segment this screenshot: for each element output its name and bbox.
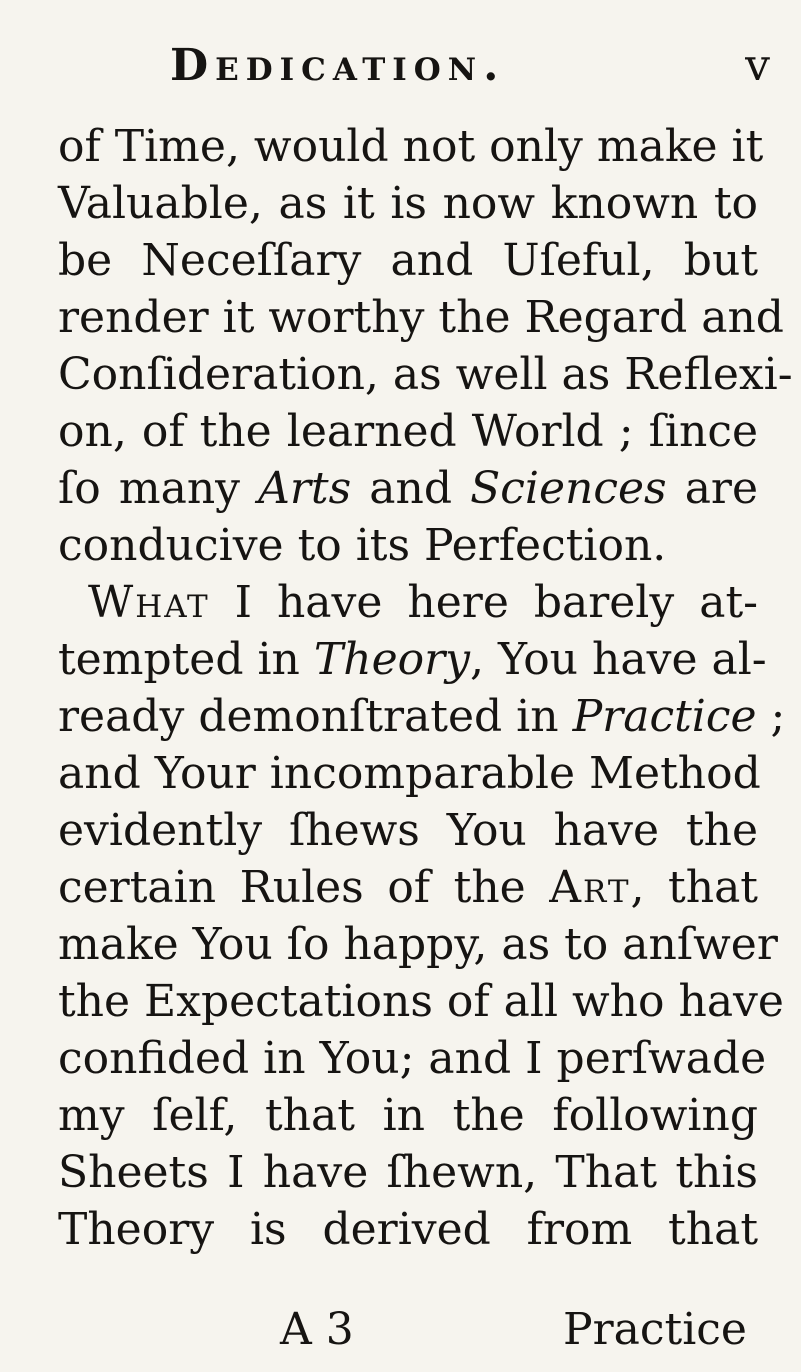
- text-run: and: [351, 463, 471, 514]
- text-run: my ſelf, that in the following: [58, 1090, 758, 1141]
- text-line: [58, 802, 758, 859]
- text-run: I have here barely at-: [209, 577, 758, 628]
- dedication-text: [58, 118, 793, 1258]
- text-line: [58, 688, 786, 745]
- text-run: tempted in: [58, 634, 314, 685]
- italic-term: Arts: [258, 463, 352, 514]
- text-run: ;: [756, 691, 786, 742]
- text-line: [58, 745, 761, 802]
- text-line: [58, 289, 784, 346]
- catchword: Practice: [563, 1304, 747, 1355]
- page-header: [170, 40, 770, 100]
- text-line: [58, 403, 758, 460]
- text-line: [58, 118, 764, 175]
- text-line: [58, 517, 758, 574]
- text-line: [58, 1087, 758, 1144]
- text-run: render it worthy the Regard and: [58, 292, 784, 343]
- text-run: ready demonſtrated in: [58, 691, 573, 742]
- small-caps-word: What: [88, 577, 210, 628]
- text-line: [58, 973, 784, 1030]
- text-line: [58, 1030, 767, 1087]
- text-run: , that: [630, 862, 758, 913]
- text-line: [58, 1201, 758, 1258]
- text-run: Conſideration, as well as Reflexi-: [58, 349, 793, 400]
- text-line: [58, 232, 758, 289]
- text-line: [58, 175, 758, 232]
- text-line: [58, 631, 767, 688]
- text-run: of Time, would not only make it: [58, 121, 764, 172]
- page-footer: [0, 1304, 801, 1364]
- text-run: Theory is derived from that: [58, 1204, 758, 1255]
- italic-term: Practice: [572, 691, 757, 742]
- text-run: certain Rules of the: [58, 862, 550, 913]
- text-run: Valuable, as it is now known to: [58, 178, 758, 229]
- text-run: on, of the learned World ; ſince: [58, 406, 758, 457]
- text-run: the Expectations of all who have: [58, 976, 784, 1027]
- signature-mark: A 3: [280, 1304, 354, 1355]
- text-run: are: [666, 463, 759, 514]
- text-run: conducive to its Perfection.: [58, 520, 667, 571]
- text-run: be Neceſſary and Uſeful, but: [58, 235, 758, 286]
- running-head: Dedication.: [170, 40, 506, 91]
- text-run: ſo many: [58, 463, 259, 514]
- text-run: Sheets I have ſhewn, That this: [58, 1147, 758, 1198]
- text-run: and Your incomparable Method: [58, 748, 761, 799]
- text-run: , You have al-: [470, 634, 767, 685]
- text-line: [58, 1144, 758, 1201]
- text-run: confided in You; and I perſwade: [58, 1033, 767, 1084]
- text-line: [58, 916, 778, 973]
- text-line: [58, 346, 793, 403]
- text-line: [58, 859, 758, 916]
- small-caps-word: Art: [549, 862, 631, 913]
- page-number: v: [745, 40, 770, 91]
- text-run: make You ſo happy, as to anſwer: [58, 919, 778, 970]
- italic-term: Sciences: [470, 463, 667, 514]
- italic-term: Theory: [313, 634, 470, 685]
- text-line: [58, 460, 758, 517]
- text-run: evidently ſhews You have the: [58, 805, 758, 856]
- text-line: [58, 574, 758, 631]
